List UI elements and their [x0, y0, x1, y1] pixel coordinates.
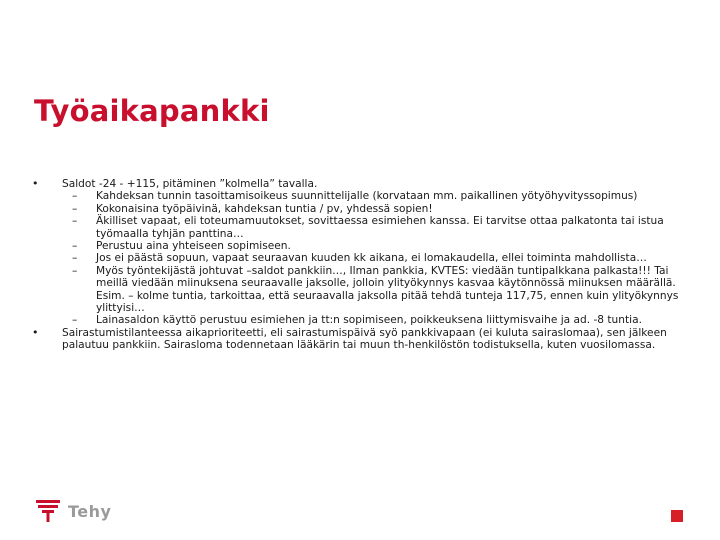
bullet-text: Saldot -24 - +115, pitäminen ”kolmella” tavalla.	[62, 178, 318, 190]
sub-bullet-item: – Äkilliset vapaat, eli toteumamuutokset, sovittaessa esimiehen kanssa. Ei tarvitse ottaa palkatonta tai istua työmaalla tyhjän panttina…	[62, 215, 698, 240]
sub-bullet-item: – Kahdeksan tunnin tasoittamisoikeus suunnittelijalle (korvataan mm. paikallinen yötyöhyvityssopimus)	[62, 190, 698, 202]
bullet-item	[30, 178, 698, 327]
sub-bullet-item: – Jos ei päästä sopuun, vapaat seuraavan kuuden kk aikana, ei lomakaudella, ellei toiminta mahdollista…	[62, 252, 698, 264]
slide-title: Työaikapankki	[34, 94, 270, 128]
tehy-logo	[34, 499, 124, 525]
bullet-list	[30, 178, 698, 352]
bullet-item	[30, 327, 698, 352]
sub-bullet-item: – Lainasaldon käyttö perustuu esimiehen ja tt:n sopimiseen, poikkeuksena liittymisvaihe ja ad. -8 tuntia.	[62, 314, 698, 326]
sub-bullet-item: – Kokonaisina työpäivinä, kahdeksan tuntia / pv, yhdessä sopien!	[62, 203, 698, 215]
sub-bullet-item: – Perustuu aina yhteiseen sopimiseen.	[62, 240, 698, 252]
tehy-logo-text: Tehy	[68, 502, 112, 521]
sub-bullet-list	[62, 190, 698, 326]
sub-bullet-item: – Myös työntekijästä johtuvat –saldot pankkiin…, Ilman pankkia, KVTES: viedään tuntipalkkana palkasta!!! Tai meillä viedään miinuksena seuraavalle jaksolle, jolloin ylityökynnys kasvaa käytönnössä miinuksen määrällä. Esim. – kolme tuntia, tarkoittaa, että seuraavalla jaksolla pitää tehdä tunteja 117,75, ennen kuin ylityökynnys ylittyisi…	[62, 265, 698, 315]
bullet-text: Sairastumistilanteessa aikaprioriteetti, eli sairastumispäivä syö pankkivapaan (ei kuluta sairaslomaa), sen jälkeen palautuu pankkiin. Sairasloma todennetaan lääkärin tai muun th-henkilöstön todistuksella, kuten vuosilomassa.	[62, 326, 667, 352]
corner-accent-square	[671, 510, 683, 522]
slide-body	[30, 178, 698, 352]
tehy-logo-icon	[34, 499, 62, 523]
